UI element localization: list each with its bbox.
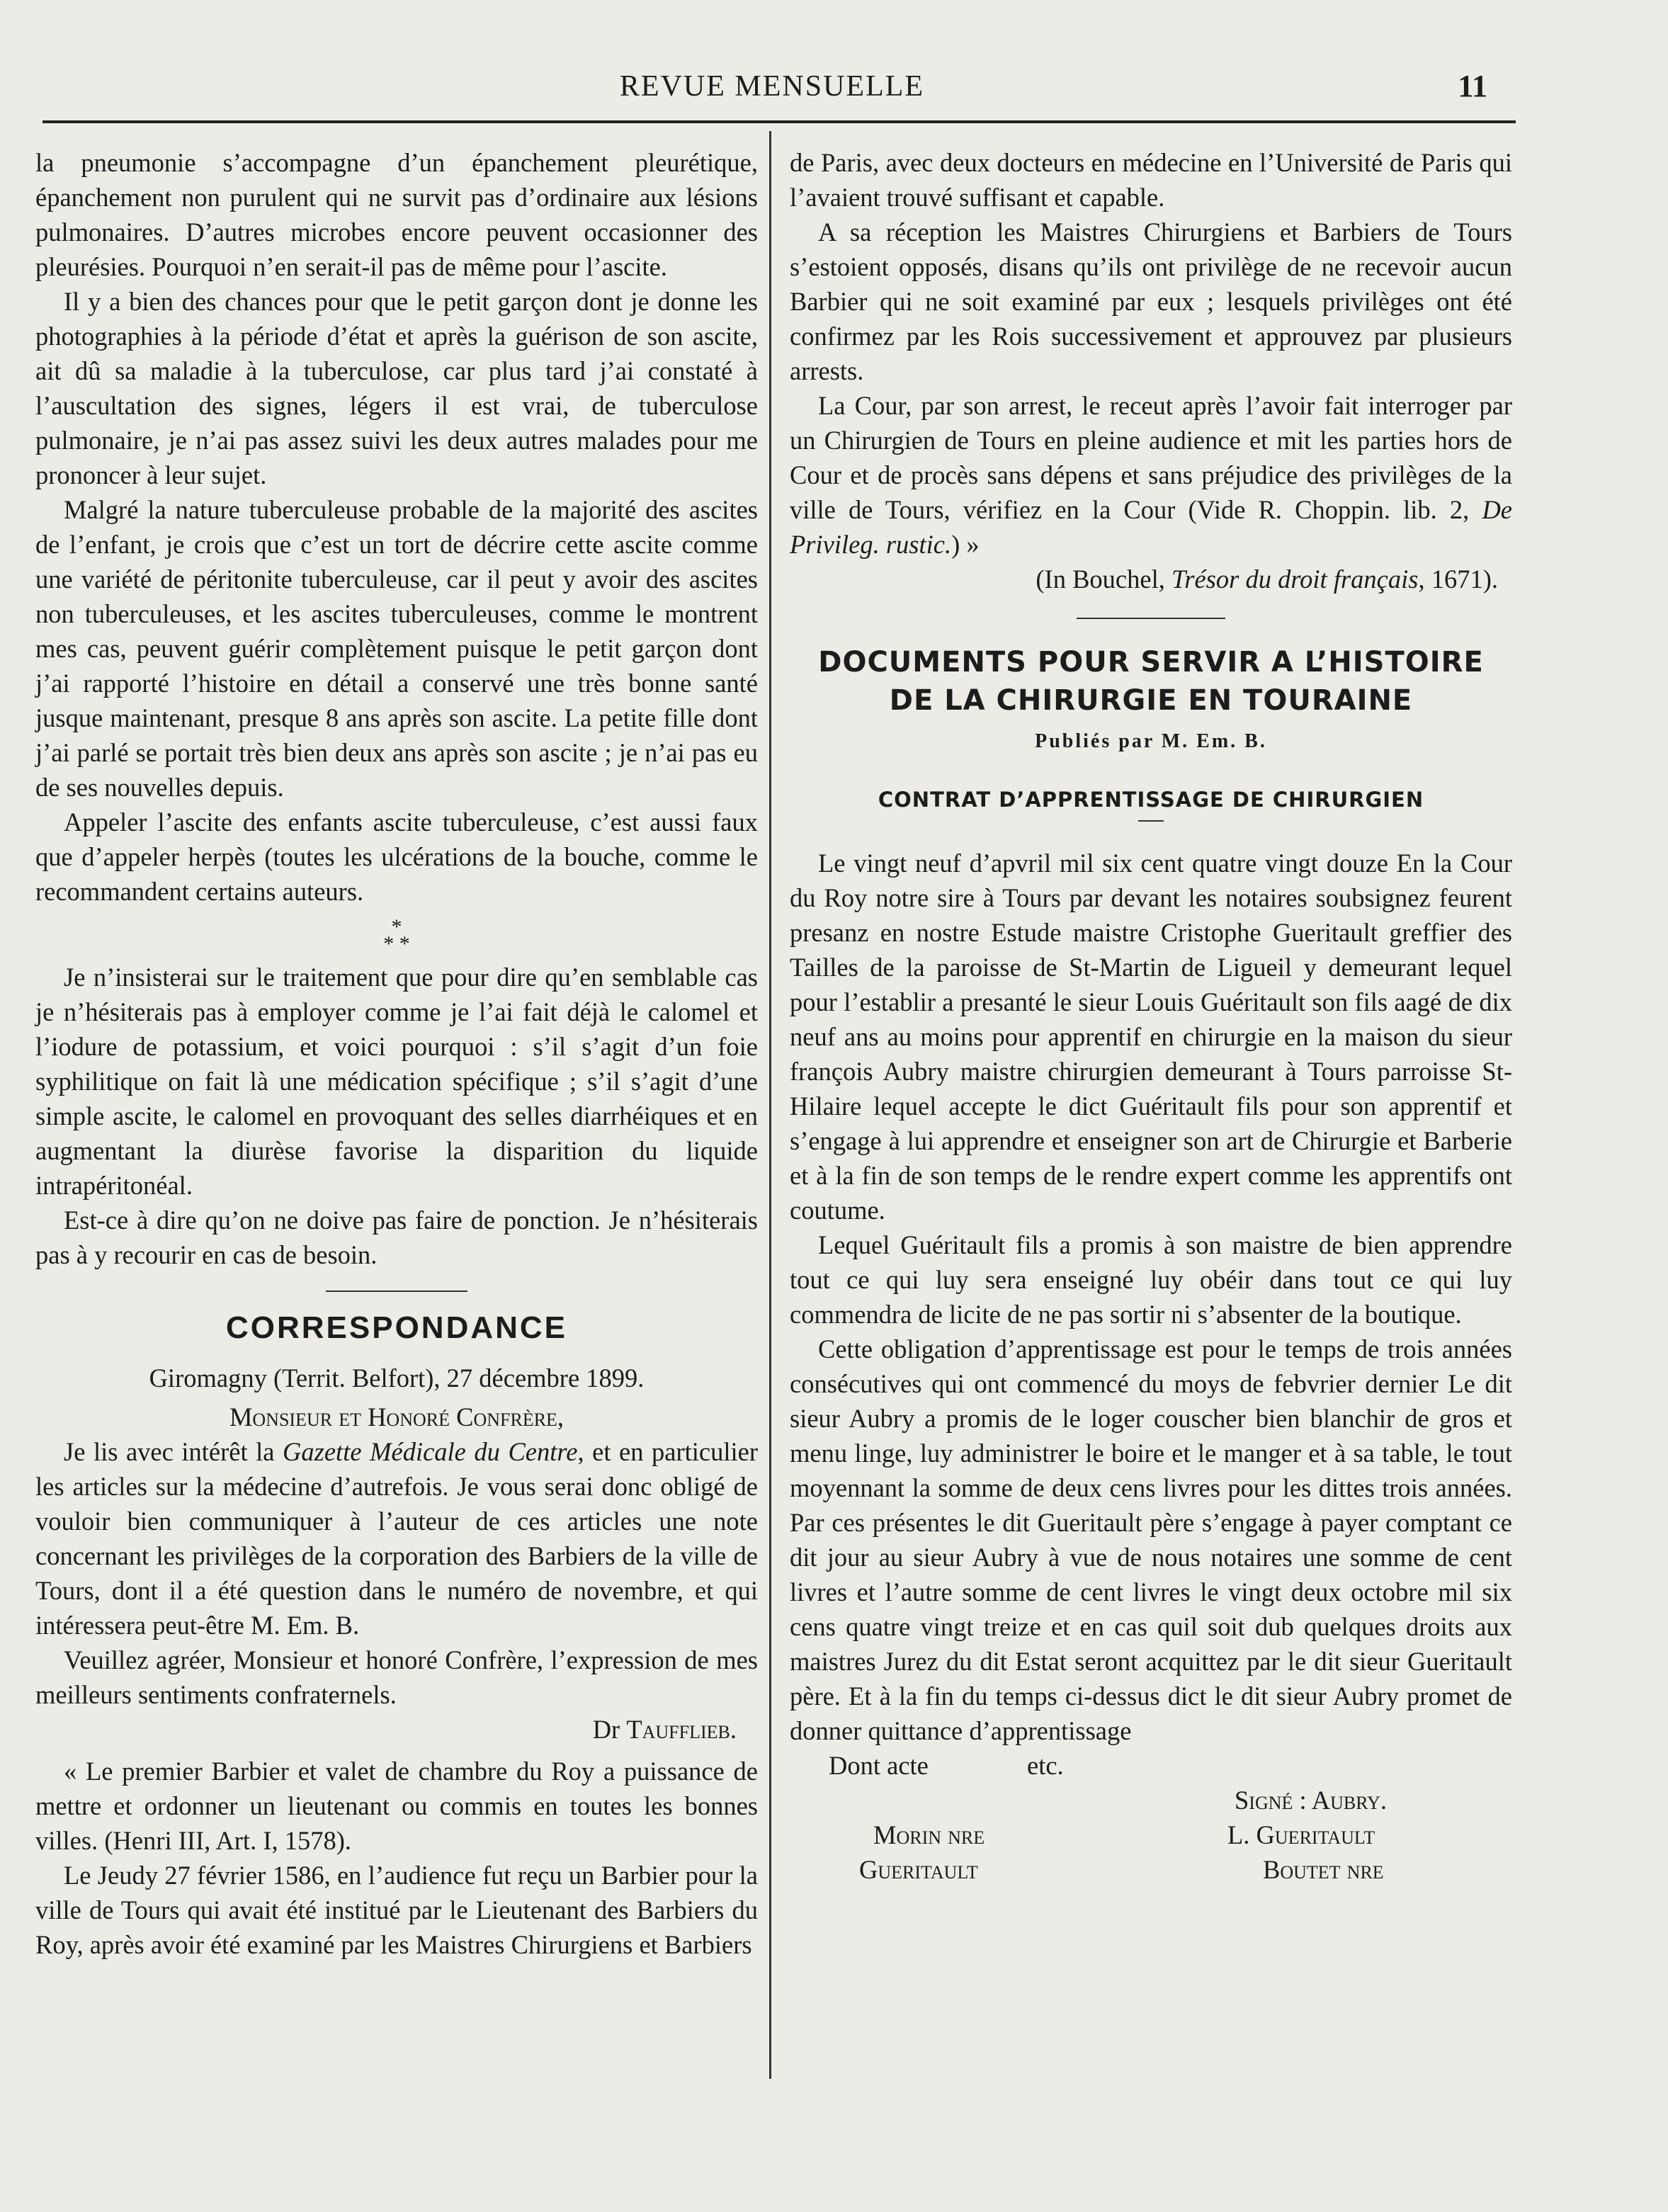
contract-paragraph: Le vingt neuf d’apvril mil six cent quatre vingt douze En la Cour du Roy notre sire à Tours par devant les notaires soubsignez feurent presanz en nostre Estude maistre Cristophe Gueritault greffier des Tailles de la paroisse de St-Martin de Ligueil y demeurant lequel pour l’establir a presanté le sieur Louis Guéritault son fils aagé de dix neuf ans au moins pour apprentif en chirurgie en la maison du sieur françois Aubry maistre chirurgien demeurant à Tours parroisse St-Hilaire lequel accepte le dict Guéritault fils pour son apprentif et s’engage à lui apprendre et enseigner son art de Chirurgie et Barberie et à la fin de son temps de le rendre expert comme les apprentifs ont coutume. bbox=[790, 849, 1512, 1225]
documents-heading-line: DE LA CHIRURGIE EN TOURAINE bbox=[889, 684, 1413, 717]
etc-text: etc. bbox=[1027, 1751, 1064, 1780]
letter-signature bbox=[35, 1712, 758, 1747]
signature-row bbox=[790, 1817, 1512, 1852]
citation-text: , 1671). bbox=[1418, 565, 1498, 594]
paragraph: A sa réception les Maistres Chirurgiens et Barbiers de Tours s’estoient opposés, disans qu’ils ont privilège de ne recevoir aucun Barbier qui ne soit examiné par eux ; lesquels privilèges ont été confirmez par les Rois successivement et approuvez par plusieurs arrests. bbox=[790, 217, 1512, 385]
source-citation bbox=[790, 562, 1512, 596]
quote-paragraph: Le Jeudy 27 février 1586, en l’audience fut reçu un Barbier pour la ville de Tours qui avait été institué par le Lieutenant des Barbiers du Roy, après avoir été examiné par les Maistres Chirurgiens et Barbiers bbox=[35, 1861, 758, 1959]
letter-dateline: Giromagny (Territ. Belfort), 27 décembre 1899. bbox=[149, 1363, 645, 1393]
signature-name: Taufflieb. bbox=[626, 1715, 737, 1744]
page-number: 11 bbox=[1458, 69, 1487, 103]
section-rule bbox=[1077, 618, 1225, 619]
paragraph-text: La Cour, par son arrest, le receut après l’avoir fait interroger par un Chirurgien de Tours en pleine audience et mit les parties hors de Cour et de procès sans dépens et sans préjudice des privilèges de la ville de Tours, vérifiez en la Cour (Vide R. Choppin. lib. 2, bbox=[790, 391, 1512, 524]
signature-l-gueritault: L. Gueritault bbox=[1227, 1820, 1375, 1849]
signature-row bbox=[790, 1748, 1512, 1783]
dont-acte: Dont acte bbox=[829, 1751, 929, 1780]
signature-morin: Morin nre bbox=[873, 1820, 985, 1849]
letter-salutation: Monsieur et Honoré Confrère, bbox=[229, 1402, 564, 1431]
documents-heading bbox=[790, 643, 1512, 720]
contract-paragraph: Lequel Guéritault fils a promis à son maistre de bien apprendre tout ce qui luy sera enseigné luy obéir dans tout ce qui luy commendra de licite de ne pas sortir ni s’absenter de la boutique. bbox=[790, 1230, 1512, 1329]
letter-paragraph bbox=[35, 1434, 758, 1643]
header-rule bbox=[42, 120, 1516, 123]
signature-boutet: Boutet nre bbox=[1263, 1855, 1384, 1884]
contrat-heading: CONTRAT D’APPRENTISSAGE DE CHIRURGIEN bbox=[878, 788, 1424, 812]
citation-title: De Privileg. rustic. bbox=[790, 495, 1512, 559]
star-bottom: * * bbox=[383, 932, 410, 955]
correspondance-heading: CORRESPONDANCE bbox=[225, 1310, 568, 1345]
section-rule bbox=[326, 1291, 467, 1292]
running-title: REVUE MENSUELLE bbox=[619, 70, 925, 103]
signature-gueritault: Gueritault bbox=[859, 1855, 978, 1884]
signature-title: Dr bbox=[592, 1715, 620, 1744]
paragraph-text: ) » bbox=[951, 530, 980, 559]
paragraph: Je n’insisterai sur le traitement que pour dire qu’en semblable cas je n’hésiterais pas à employer comme je l’ai fait déjà le calomel et l’iodure de potassium, et voici pourquoi : s’il s’agit d’un foie syphilitique on fait là une médication spécifique ; s’il s’agit d’une simple ascite, le calomel en provoquant des selles diarrhéiques et en augmentant la diurèse favorise la disparition du liquide intrapéritonéal. bbox=[35, 963, 758, 1200]
letter-paragraph: Veuillez agréer, Monsieur et honoré Confrère, l’expression de mes meilleurs sentiments confraternels. bbox=[35, 1645, 758, 1709]
paragraph: la pneumonie s’accompagne d’un épanchement pleurétique, épanchement non purulent qui ne survit pas d’ordinaire aux lésions pulmonaires. D’autres microbes encore peuvent occasionner des pleurésies. Pourquoi n’en serait-il pas de même pour l’ascite. bbox=[35, 148, 758, 281]
page-header bbox=[42, 62, 1502, 112]
quote-paragraph: « Le premier Barbier et valet de chambre du Roy a puissance de mettre et ordonner un lieutenant ou commis en toutes les bonnes villes. (Henri III, Art. I, 1578). bbox=[35, 1757, 758, 1855]
section-stars bbox=[35, 915, 758, 955]
paragraph: Est-ce à dire qu’on ne doive pas faire de ponction. Je n’hésiterais pas à y recourir en cas de besoin. bbox=[35, 1206, 758, 1269]
paragraph: Appeler l’ascite des enfants ascite tuberculeuse, c’est aussi faux que d’appeler herpès (toutes les ulcérations de la bouche, comme le recommandent certains auteurs. bbox=[35, 807, 758, 906]
paragraph: de Paris, avec deux docteurs en médecine en l’Université de Paris qui l’avaient trouvé suffisant et capable. bbox=[790, 148, 1512, 212]
byline: Publiés par M. Em. B. bbox=[1035, 730, 1267, 752]
documents-heading-line: DOCUMENTS POUR SERVIR A L’HISTOIRE bbox=[818, 646, 1484, 679]
column-divider bbox=[769, 131, 771, 2079]
paragraph bbox=[790, 388, 1512, 562]
citation-text: (In Bouchel, bbox=[1036, 565, 1171, 594]
signature-aubry: Signé : Aubry. bbox=[1235, 1786, 1388, 1815]
paragraph: Malgré la nature tuberculeuse probable de la majorité des ascites de l’enfant, je crois que c’est un tort de décrire cette ascite comme une variété de péritonite tuberculeuse, car il peut y avoir des ascites non tuberculeuses, et les ascites tuberculeuses, comme le montrent mes cas, peuvent guérir complètement puisque le petit garçon dont j’ai rapporté l’histoire en détail a conservé une très bonne santé jusque maintenant, presque 8 ans après son ascite. La petite fille dont j’ai parlé se portait très bien deux ans après son ascite ; je n’ai pas eu de ses nouvelles depuis. bbox=[35, 495, 758, 802]
journal-title: Gazette Médicale du Centre bbox=[283, 1437, 578, 1466]
letter-text: , et en particulier les articles sur la médecine d’autrefois. Je vous serai donc obligé de vouloir bien communiquer à l’auteur de ces articles une note concernant les privilèges de la corporation des Barbiers de la ville de Tours, dont il a été question dans le numéro de novembre, et qui intéressera peut-être M. Em. B. bbox=[35, 1437, 758, 1640]
left-column bbox=[35, 145, 758, 1962]
signature-row bbox=[790, 1783, 1512, 1817]
signature-row bbox=[790, 1852, 1512, 1887]
letter-text: Je lis avec intérêt la bbox=[64, 1437, 283, 1466]
heading-dash bbox=[1138, 820, 1164, 822]
paragraph: Il y a bien des chances pour que le petit garçon dont je donne les photographies à la période d’état et après la guérison de son ascite, ait dû sa maladie à la tuberculose, car plus tard j’ai constaté à l’auscultation des signes, légers il est vrai, de tuberculose pulmonaire, je n’ai pas assez suivi les deux autres malades pour me prononcer à leur sujet. bbox=[35, 287, 758, 489]
right-column bbox=[790, 145, 1512, 1887]
contract-paragraph: Cette obligation d’apprentissage est pour le temps de trois années consécutives qui ont commencé du moys de febvrier dernier Le dit sieur Aubry a promis de le loger couscher bien blanchir de gros et menu linge, luy administrer le boire et le manger et à sa table, le tout moyennant la somme de deux cens livres pour les dittes trois années. Par ces présentes le dit Gueritault père s’engage à payer comptant ce dit jour au sieur Aubry à vue de nous notaires une somme de cent livres et l’autre somme de cent livres le vingt deux octobre mil six cens quatre vingt treize et en cas quil soit dub quelques droits aux maistres Jurez du dit Estat seront acquittez par le dit sieur Gueritault père. Et à la fin du temps ci-dessus dict le dit sieur Aubry promet de donner quittance d’apprentissage bbox=[790, 1334, 1512, 1745]
citation-title: Trésor du droit français bbox=[1171, 565, 1419, 594]
star-top: * bbox=[391, 915, 402, 938]
